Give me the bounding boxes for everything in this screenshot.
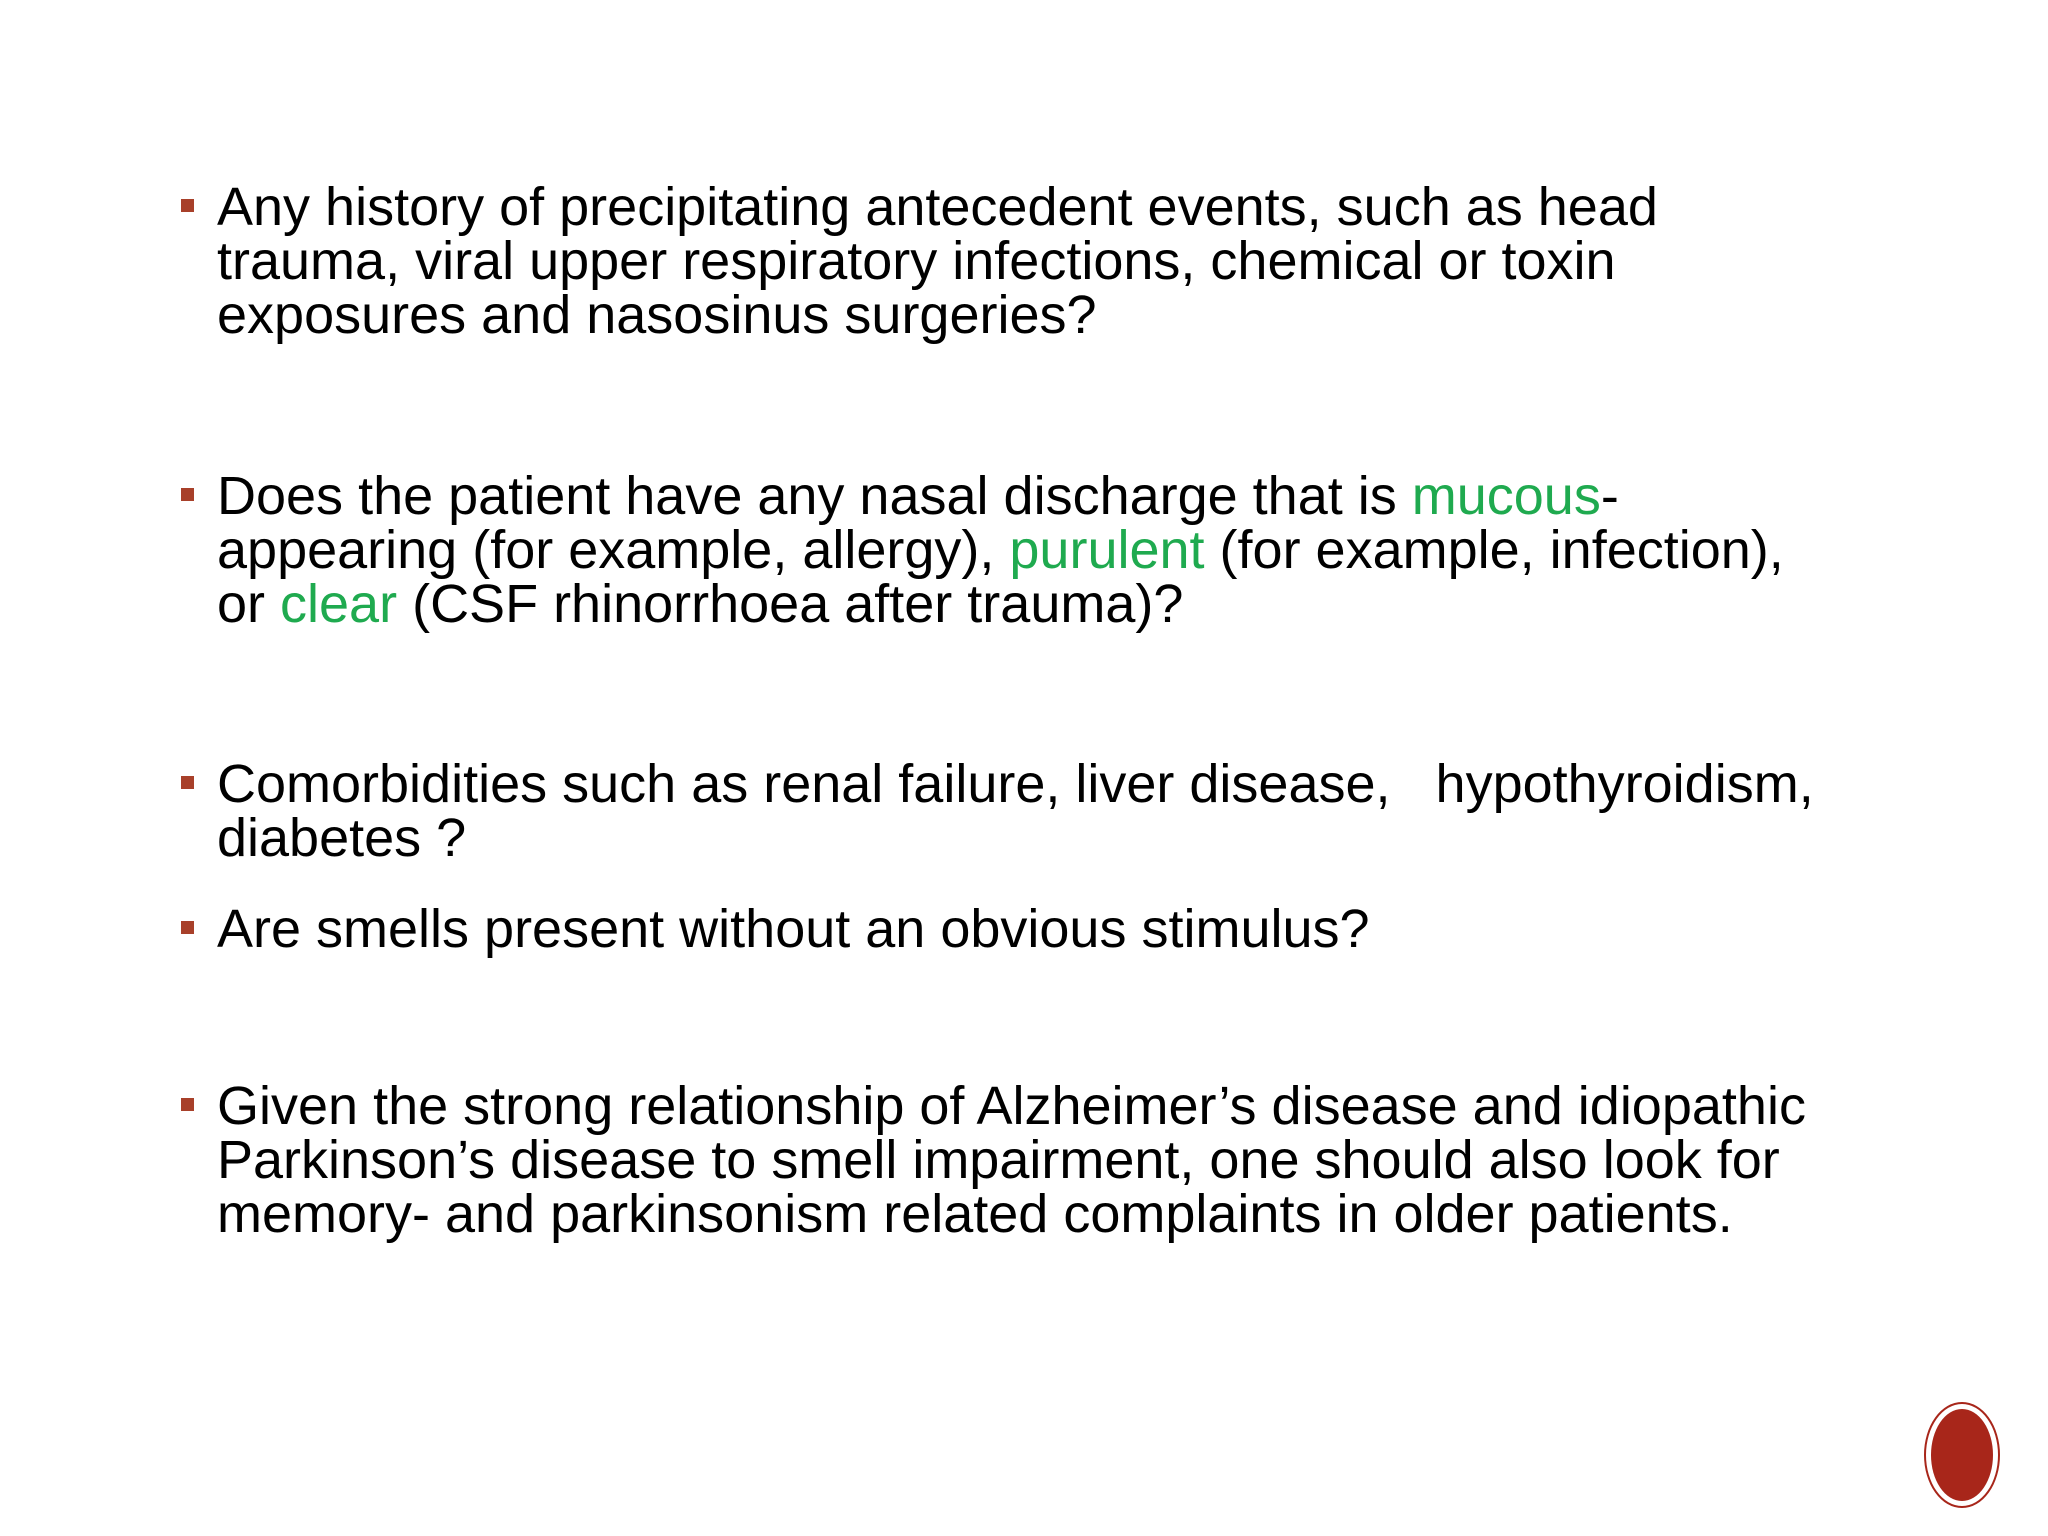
bullet-text xyxy=(217,754,1917,868)
bullet-text xyxy=(217,177,1917,345)
slide-number-badge-icon xyxy=(1924,1402,2000,1508)
bullet-text xyxy=(217,1076,1917,1244)
text-segment: (CSF rhinorrhoea after trauma)? xyxy=(397,574,1184,634)
text-line: Any history of precipitating antecedent events, such as head xyxy=(217,177,1658,237)
text-line: trauma, viral upper respiratory infections, chemical or toxin xyxy=(217,231,1616,291)
bullet-text xyxy=(217,899,1917,959)
text-line: exposures and nasosinus surgeries? xyxy=(217,285,1097,345)
bullet-square-icon xyxy=(181,199,194,212)
text-line: Are smells present without an obvious stimulus? xyxy=(217,899,1370,959)
bullet-square-icon xyxy=(181,921,194,934)
bullet-square-icon xyxy=(181,488,194,501)
text-line xyxy=(217,466,1917,526)
bullet-square-icon xyxy=(181,1098,194,1111)
text-segment: (for example, infection), xyxy=(1204,520,1784,580)
text-line: Parkinson’s disease to smell impairment, one should also look for xyxy=(217,1130,1780,1190)
text-segment: or xyxy=(217,574,281,634)
text-line: diabetes ? xyxy=(217,808,467,868)
highlight-clear: clear xyxy=(280,574,398,634)
highlight-mucous: mucous xyxy=(1411,466,1601,526)
badge-fill xyxy=(1931,1409,1993,1501)
text-segment: - xyxy=(1600,466,1619,526)
bullet-square-icon xyxy=(181,776,194,789)
text-line xyxy=(217,520,1917,580)
text-line: memory- and parkinsonism related complaints in older patients. xyxy=(217,1184,1733,1244)
text-segment: appearing (for example, allergy), xyxy=(217,520,1010,580)
text-line: Comorbidities such as renal failure, liver disease, hypothyroidism, xyxy=(217,754,1814,814)
bullet-text xyxy=(217,466,1917,634)
text-segment: Does the patient have any nasal discharge that is xyxy=(217,466,1412,526)
highlight-purulent: purulent xyxy=(1009,520,1205,580)
text-line xyxy=(217,574,1917,634)
text-line: Given the strong relationship of Alzheimer’s disease and idiopathic xyxy=(217,1076,1806,1136)
